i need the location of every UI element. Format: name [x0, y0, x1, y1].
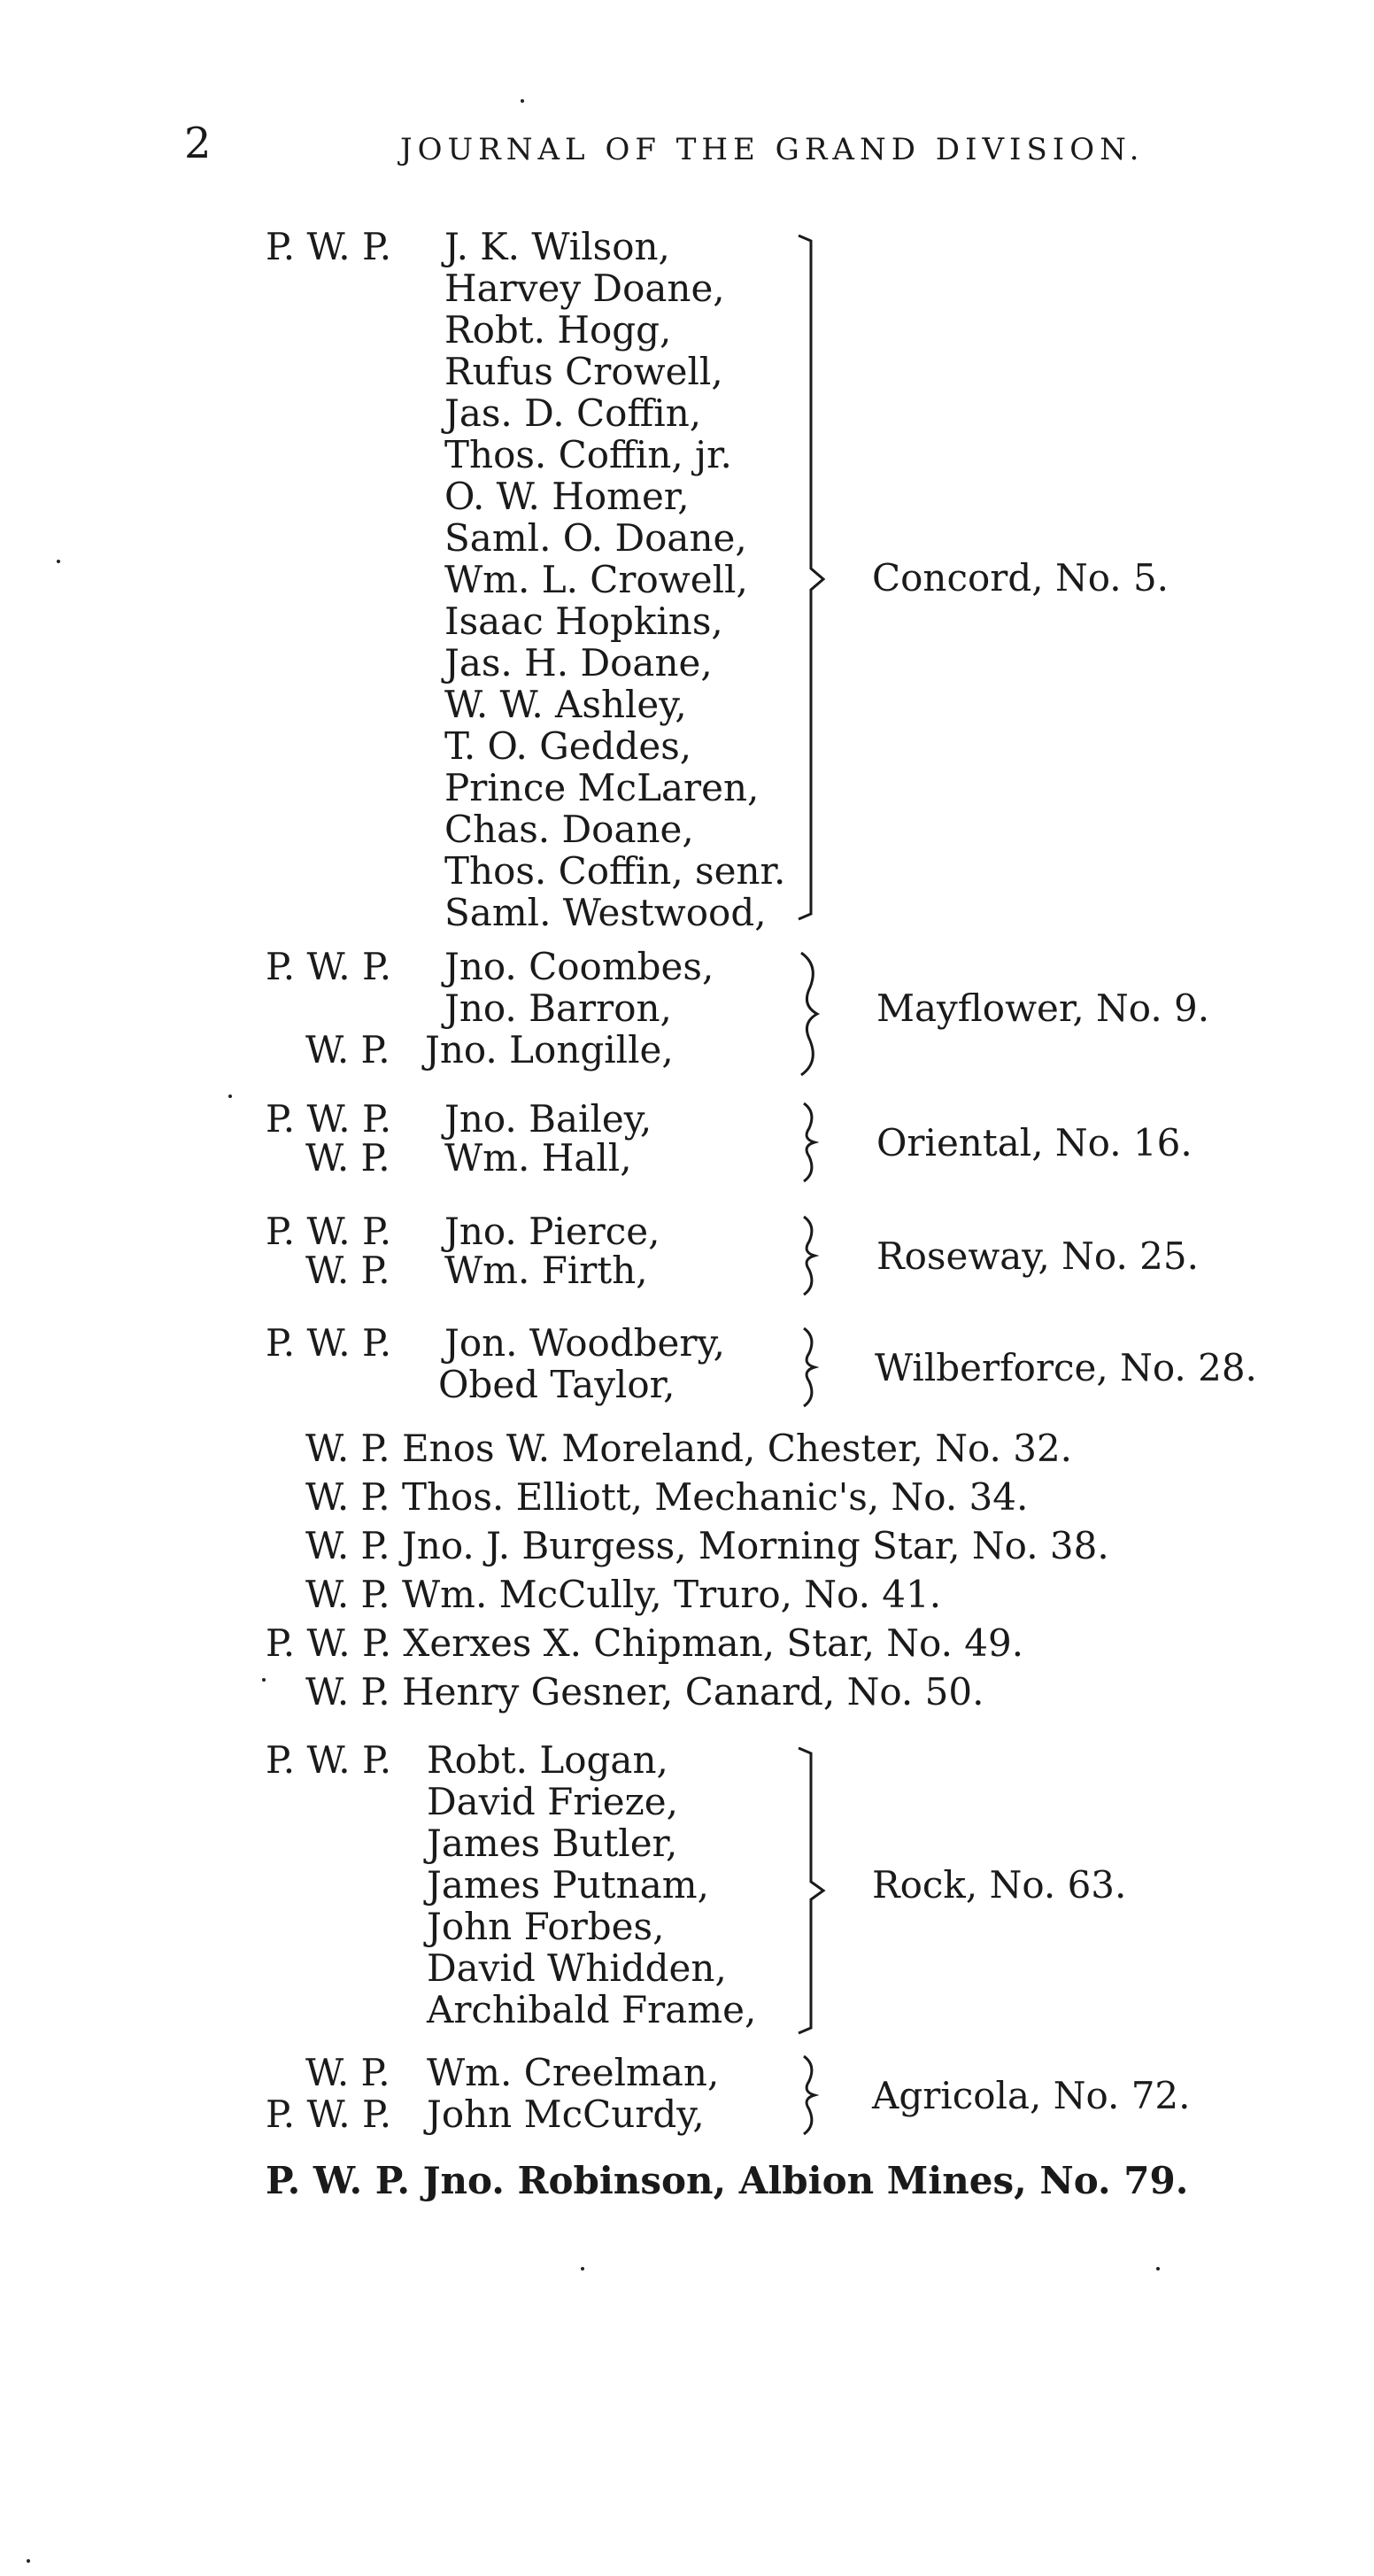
brace-bracket — [788, 232, 832, 923]
member-name: Jas. H. Doane, — [444, 641, 713, 685]
title-label: P. W. P. — [266, 1738, 392, 1782]
member-name: Jno. Pierce, — [444, 1210, 660, 1253]
print-speck — [581, 2267, 584, 2270]
member-name: J. K. Wilson, — [444, 225, 670, 268]
member-name: Obed Taylor, — [438, 1363, 675, 1406]
brace-bracket — [795, 1325, 822, 1410]
member-name: David Whidden, — [427, 1946, 727, 1990]
lodge-name: Wilberforce, No. 28. — [875, 1346, 1257, 1389]
member-name: Jno. Longille, — [425, 1028, 674, 1071]
member-name: Wm. Firth, — [444, 1249, 648, 1292]
lodge-name: Roseway, No. 25. — [876, 1234, 1199, 1278]
running-title: JOURNAL OF THE GRAND DIVISION. — [400, 132, 1145, 167]
title-label: P. W. P. — [266, 1097, 392, 1141]
member-name: W. W. Ashley, — [444, 683, 687, 726]
lodge-name: Oriental, No. 16. — [876, 1121, 1193, 1164]
member-name: Wm. Hall, — [444, 1136, 632, 1180]
member-name: Thos. Coffin, jr. — [444, 433, 732, 476]
entry-line: P. W. P. Xerxes X. Chipman, Star, No. 49. — [266, 1621, 1024, 1665]
title-label: P. W. P. — [266, 225, 392, 268]
member-name: James Butler, — [427, 1822, 678, 1865]
brace-bracket — [795, 2053, 822, 2138]
member-name: Rufus Crowell, — [444, 350, 723, 393]
title-label: P. W. P. — [266, 1210, 392, 1253]
member-name: Robt. Logan, — [427, 1738, 668, 1782]
title-label: W. P. — [305, 1249, 390, 1292]
print-speck — [27, 2559, 30, 2563]
member-name: Archibald Frame, — [427, 1988, 757, 2031]
member-name: Thos. Coffin, senr. — [444, 849, 786, 893]
member-name: Jas. D. Coffin, — [444, 391, 702, 435]
entry-line: P. W. P. Jno. Robinson, Albion Mines, No. 79. — [266, 2159, 1189, 2202]
title-label: W. P. — [305, 1028, 390, 1071]
member-name: John Forbes, — [427, 1905, 665, 1948]
member-name: Jno. Bailey, — [444, 1097, 652, 1141]
entry-line: W. P. Henry Gesner, Canard, No. 50. — [305, 1670, 984, 1713]
lodge-name: Concord, No. 5. — [872, 556, 1169, 600]
member-name: Saml. Westwood, — [444, 891, 767, 934]
lodge-name: Rock, No. 63. — [872, 1863, 1127, 1907]
entry-line: W. P. Thos. Elliott, Mechanic's, No. 34. — [305, 1475, 1029, 1519]
print-speck — [1156, 2267, 1160, 2270]
member-name: Jon. Woodbery, — [444, 1321, 725, 1365]
title-label: W. P. — [305, 1136, 390, 1180]
lodge-name: Agricola, No. 72. — [872, 2074, 1191, 2117]
title-label: P. W. P. — [266, 2093, 392, 2136]
brace-bracket — [792, 948, 828, 1080]
member-name: Harvey Doane, — [444, 267, 725, 310]
member-name: O. W. Homer, — [444, 475, 690, 518]
title-label: W. P. — [305, 2051, 390, 2094]
member-name: Wm. L. Crowell, — [444, 558, 748, 601]
brace-bracket — [788, 1744, 832, 2037]
member-name: T. O. Geddes, — [444, 724, 692, 768]
member-name: Isaac Hopkins, — [444, 600, 723, 643]
entry-line: W. P. Enos W. Moreland, Chester, No. 32. — [305, 1427, 1073, 1470]
member-name: James Putnam, — [427, 1863, 709, 1907]
brace-bracket — [795, 1213, 822, 1298]
entry-line: W. P. Jno. J. Burgess, Morning Star, No. 38. — [305, 1524, 1109, 1567]
entry-line: W. P. Wm. McCully, Truro, No. 41. — [305, 1573, 942, 1616]
print-speck — [228, 1095, 232, 1098]
member-name: Jno. Barron, — [444, 986, 672, 1030]
print-speck — [262, 1678, 266, 1682]
brace-bracket — [795, 1100, 822, 1185]
print-speck — [57, 560, 60, 563]
print-speck — [521, 99, 524, 103]
member-name: Chas. Doane, — [444, 808, 694, 851]
member-name: Prince McLaren, — [444, 766, 760, 809]
title-label: P. W. P. — [266, 1321, 392, 1365]
member-name: Robt. Hogg, — [444, 308, 672, 352]
member-name: David Frieze, — [427, 1780, 678, 1823]
lodge-name: Mayflower, No. 9. — [876, 986, 1210, 1030]
member-name: Wm. Creelman, — [427, 2051, 720, 2094]
title-label: P. W. P. — [266, 945, 392, 988]
member-name: Saml. O. Doane, — [444, 516, 747, 560]
page-number: 2 — [184, 119, 212, 168]
member-name: Jno. Coombes, — [444, 945, 714, 988]
member-name: John McCurdy, — [427, 2093, 705, 2136]
